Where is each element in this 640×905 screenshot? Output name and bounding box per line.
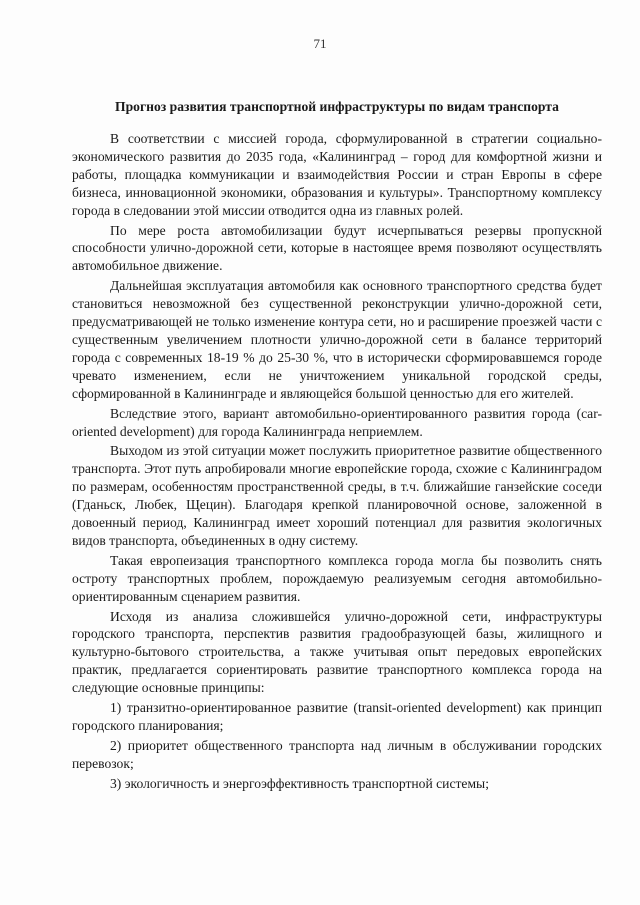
paragraph-car-oriented: Вследствие этого, вариант автомобильно-ориентированного развития города (car-oriented development) для города Калининграда неприемлем.: [72, 405, 602, 439]
body-text: [72, 130, 602, 795]
list-item-principle-3: 3) экологичность и энергоэффективность транспортной системы;: [110, 775, 489, 791]
paragraph-mission: В соответствии с миссией города, сформулированной в стратегии социально-экономического развития до 2035 года, «Калининград – город для комфортной жизни и работы, площадка коммуникации и взаимодействия России и стран Европы в сфере бизнеса, инновационной экономики, образования и культуры». Транспортному комплексу города в следовании этой миссии отводится одна из главных ролей.: [72, 131, 602, 218]
paragraph-public-transport: Выходом из этой ситуации может послужить приоритетное развитие общественного транспорта. Этот путь апробировали многие европейские города, схожие с Калининградом по размерам, особенностям пространственной среды, в т.ч. ближайшие ганзейские соседи (Гданьск, Любек, Щецин). Благодаря крепкой планировочной основе, заложенной в довоенный период, Калининград имеет хороший потенциал для развития экологичных видов транспорта, объединенных в одну систему.: [72, 443, 602, 548]
paragraph-europeanization: Такая европеизация транспортного комплекса города могла бы позволить снять остроту транспортных проблем, порождаемую реализуемым сегодня автомобильно-ориентированным сценарием развития.: [72, 552, 602, 604]
list-item-principle-2: 2) приоритет общественного транспорта над личным в обслуживании городских перевозок;: [72, 737, 602, 771]
paragraph-principles-intro: Исходя из анализа сложившейся улично-дорожной сети, инфраструктуры городского транспорта, перспектив развития градообразующей базы, жилищного и культурно-бытового строительства, а также учитывая опыт передовых европейских практик, предлагается сориентировать развитие транспортного комплекса города на следующие основные принципы:: [72, 608, 602, 696]
paragraph-motorization: По мере роста автомобилизации будут исчерпываться резервы пропускной способности улично-дорожной сети, которые в настоящее время позволяют осуществлять автомобильное движение.: [72, 222, 602, 274]
section-title: Прогноз развития транспортной инфраструктуры по видам транспорта: [115, 99, 559, 114]
list-item-principle-1: 1) транзитно-ориентированное развитие (transit-oriented development) как принцип городского планирования;: [72, 700, 602, 733]
page-number: 71: [313, 36, 327, 51]
paragraph-car-operation: Дальнейшая эксплуатация автомобиля как основного транспортного средства будет становиться невозможной без существенной реконструкции улично-дорожной сети, предусматривающей не только изменение контура сети, но и расширение проезжей части с существенным увеличением плотности улично-дорожной сети в балансе территорий города с современных 18-19 % до 25-30 %, что в исторически сформировавшемся городе чревато изменением, если не уничтожением уникальной городской среды, сформированной в Калининграде и являющейся большой ценностью для его жителей.: [72, 278, 602, 401]
